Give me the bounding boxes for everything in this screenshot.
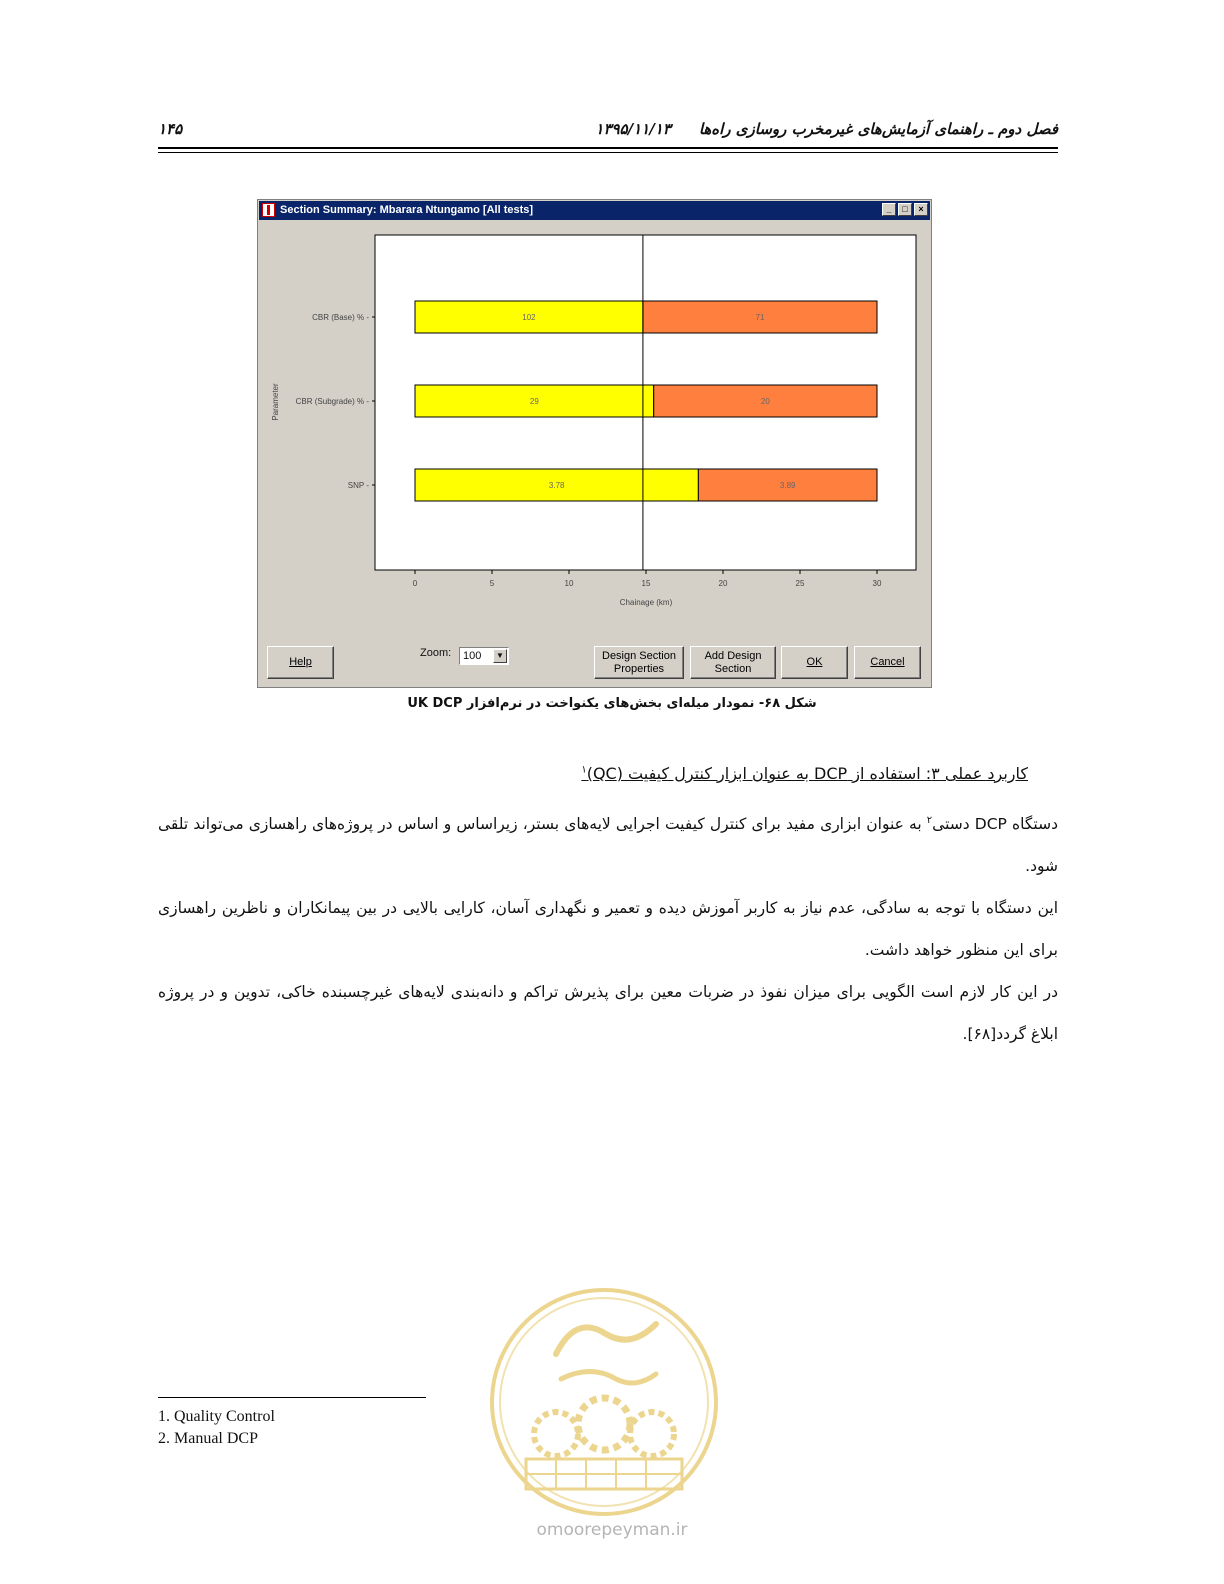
paragraph-3: در این کار لازم است الگویی برای میزان نفوذ در ضربات معین برای پذیرش تراکم و دانه‌بندی لایه‌های غیرچسبنده خاکی، تدوین و در پروژه ابلاغ گردد[۶۸]. bbox=[158, 983, 1058, 1044]
section-heading-text: کاربرد عملی ۳: استفاده از DCP به عنوان ابزار کنترل کیفیت (QC) bbox=[586, 764, 1028, 783]
x-tick-label: 20 bbox=[718, 579, 728, 588]
x-tick-label: 0 bbox=[412, 579, 418, 588]
help-button[interactable] bbox=[267, 646, 334, 679]
design-section-properties-label-1: Design Section bbox=[602, 649, 676, 662]
paragraph-2: این دستگاه با توجه به سادگی، عدم نیاز به کاربر آموزش دیده و تعمیر و نگهداری آسان، کارایی بالایی در بین پیمانکاران و ناظرین راهسازی برای این منظور خواهد داشت. bbox=[158, 899, 1058, 960]
maximize-icon[interactable]: □ bbox=[898, 203, 912, 216]
figure-caption: شکل ۶۸- نمودار میله‌ای بخش‌های یکنواخت در نرم‌افزار UK DCP bbox=[407, 696, 817, 711]
design-section-properties-label-2: Properties bbox=[613, 662, 665, 675]
section-summary-window bbox=[257, 199, 932, 688]
design-section-properties-button[interactable] bbox=[594, 646, 684, 679]
bar-value-label: 29 bbox=[529, 397, 539, 406]
app-icon bbox=[262, 203, 275, 217]
footnote-ref-2: ۲ bbox=[926, 815, 933, 826]
bar-value-label: 102 bbox=[522, 313, 536, 322]
bar-value-label: 3.89 bbox=[779, 481, 796, 490]
y-tick-label: CBR (Base) % - bbox=[312, 313, 369, 322]
zoom-value: 100 bbox=[463, 650, 482, 662]
watermark-url: omoorepeyman.ir bbox=[536, 1520, 688, 1540]
add-design-section-label-1: Add Design bbox=[704, 649, 762, 662]
x-axis-label: Chainage (km) bbox=[619, 598, 673, 607]
header-title: فصل دوم ـ راهنمای آزمایش‌های غیرمخرب روسازی راه‌ها bbox=[698, 120, 1058, 138]
bar-value-label: 71 bbox=[755, 313, 765, 322]
y-tick-label: SNP - bbox=[347, 481, 369, 490]
window-title: Section Summary: Mbarara Ntungamo [All tests] bbox=[280, 204, 534, 216]
x-tick-label: 25 bbox=[795, 579, 805, 588]
footnotes bbox=[158, 1406, 275, 1450]
bar-value-label: 3.78 bbox=[548, 481, 565, 490]
minimize-icon[interactable]: _ bbox=[882, 203, 896, 216]
x-tick-label: 5 bbox=[489, 579, 495, 588]
cancel-button-label: Cancel bbox=[870, 656, 905, 668]
bar-chart bbox=[258, 220, 931, 640]
zoom-label: Zoom: bbox=[420, 647, 452, 659]
bar-value-label: 20 bbox=[760, 397, 770, 406]
x-tick-label: 10 bbox=[564, 579, 574, 588]
header-date: ۱۳۹۵/۱۱/۱۳ bbox=[595, 120, 671, 138]
paragraph-1-a: دستگاه DCP دستی bbox=[932, 815, 1059, 834]
close-icon[interactable]: × bbox=[914, 203, 928, 216]
running-header bbox=[595, 120, 1058, 138]
help-button-label: Help bbox=[289, 656, 312, 668]
paragraph-1-b: به عنوان ابزاری مفید برای کنترل کیفیت اجرایی لایه‌های بستر، زیراساس و اساس در پروژه‌های راهسازی می‌تواند تلقی شود. bbox=[158, 815, 1058, 876]
zoom-select[interactable] bbox=[459, 647, 509, 665]
page-number: ۱۴۵ bbox=[158, 120, 183, 138]
header-rule-thin bbox=[158, 152, 1058, 153]
window-titlebar[interactable] bbox=[259, 201, 930, 220]
section-heading bbox=[581, 764, 1028, 783]
add-design-section-button[interactable] bbox=[690, 646, 776, 679]
chevron-down-icon[interactable]: ▼ bbox=[493, 649, 507, 663]
watermark-logo bbox=[486, 1284, 722, 1520]
y-axis-label: Parameter bbox=[271, 383, 280, 421]
ok-button[interactable] bbox=[781, 646, 848, 679]
add-design-section-label-2: Section bbox=[714, 662, 752, 675]
x-tick-label: 30 bbox=[872, 579, 882, 588]
footnote-rule bbox=[158, 1397, 426, 1398]
footnote-ref-1: ۱ bbox=[581, 764, 587, 776]
footnote-1: 1. Quality Control bbox=[158, 1408, 275, 1425]
cancel-button[interactable] bbox=[854, 646, 921, 679]
x-tick-label: 15 bbox=[641, 579, 651, 588]
y-tick-label: CBR (Subgrade) % - bbox=[295, 397, 369, 406]
header-rule bbox=[158, 147, 1058, 149]
body-text bbox=[158, 800, 1058, 1055]
footnote-2: 2. Manual DCP bbox=[158, 1430, 258, 1447]
paragraph-1 bbox=[158, 800, 1058, 887]
ok-button-label: OK bbox=[806, 656, 823, 668]
